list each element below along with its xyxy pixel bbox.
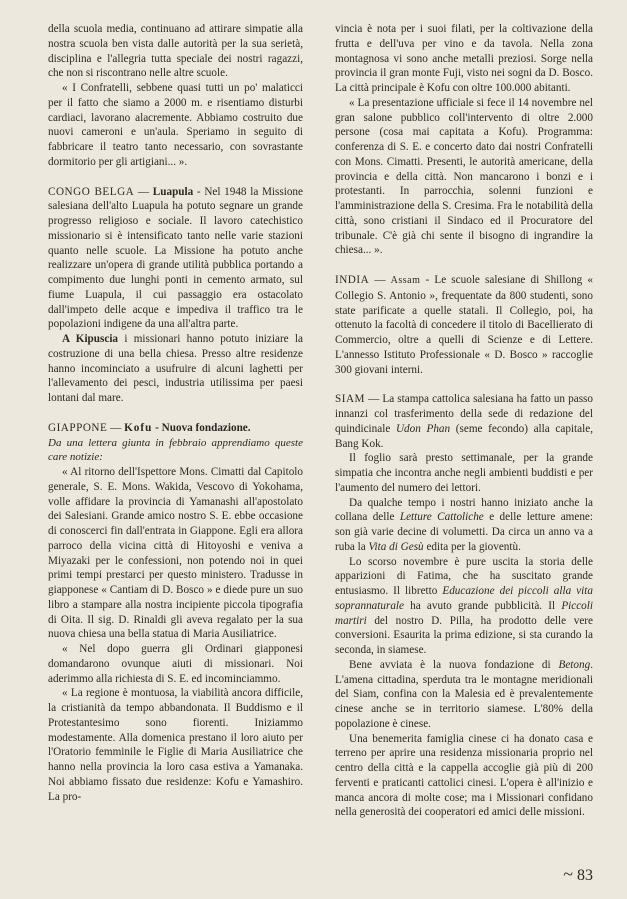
section-heading-japan: GIAPPONE: [48, 421, 108, 434]
book-title: Educazione dei piccoli alla vita soprannaturale: [335, 585, 593, 612]
paragraph: Una benemerita famiglia cinese ci ha donato casa e terreno per aprire una residenza missionaria proprio nel centro della città e la cappella accoglie già più di 200 ferventi e praticanti cattolici cinesi. L'opera è all'inizio e manca ancora di molte cose; ma i Missionari confidano nella generosità dei cooperatori ed amici delle missioni.: [335, 732, 593, 819]
japan-heading: GIAPPONE — Kofu - Nuova fondazione.: [48, 421, 251, 434]
periodical-title: Udon Phan: [395, 422, 451, 435]
page-number: ~ 83: [563, 864, 593, 884]
paragraph: Da qualche tempo i nostri hanno iniziato anche la collana delle Letture Cattoliche e delle letture amene: son già varie decine di volumetti. Da circa un anno va a ruba la Vita di Gesù edita per la gioventù.: [335, 496, 593, 553]
paragraph: « La presentazione ufficiale si fece il 14 novembre nel gran salone pubblico coll'intervento di oltre 2.000 persone (cosa mai capitata a Kofu). Programma: conferenza di S. E. e concerto dato dai nostri Confratelli con Mons. Cimatti. Presenti, le autorità americane, della provincia e della città. Non mancarono i bonzi e i protestanti. In parrocchia, solenni funzioni e l'amministrazione della S. Cresima. Fra le notabilità della città, sono cristiani il Sindaco ed il Procuratore del tribunale. C'è già chi sente il bisogno di ingrandire la chiesa... ».: [335, 96, 593, 257]
intro-note: Da una lettera giunta in febbraio apprendiamo queste care notizie:: [48, 436, 303, 464]
paragraph: « La regione è montuosa, la viabilità ancora difficile, la cristianità da tempo abbandonata. Il Buddismo e il Protestantesimo sono fiorenti. Iniziammo modestamente. Alla domenica prestano il loro aiuto per l'Oratorio femminile le Figlie di Maria Ausiliatrice che hanno nella provincia la loro casa estiva a Yamanaka. Noi abbiamo fissato due residenze: Kofu e Yamashiro. La pro-: [48, 687, 303, 803]
left-column: [48, 22, 303, 804]
paragraph: Il foglio sarà presto settimanale, per la grande simpatia che incontra anche negli ambienti buddisti e per l'aumento del numero dei lettori.: [335, 452, 593, 494]
siam-section: SIAM — La stampa cattolica salesiana ha fatto un passo innanzi col trasferimento della sede di redazione del quindicinale Udon Phan (seme fecondo) alla capitale, Bang Kok.: [335, 393, 593, 450]
place-name: Assam: [390, 275, 421, 286]
paragraph: A Kipuscia i missionari hanno potuto iniziare la costruzione di una bella chiesa. Presso altre residenze hanno incominciato a usufruire di alcuni laghetti per l'allevamento dei pesci, industria utilissima per paesi lontani dal mare.: [48, 333, 303, 404]
tilde-ornament: ~: [563, 864, 573, 884]
right-column: [335, 22, 593, 820]
place-name: A Kipuscia: [62, 333, 119, 345]
section-heading-congo: CONGO BELGA: [48, 185, 135, 198]
book-title: Piccoli martiri: [335, 599, 593, 627]
congo-section: CONGO BELGA — Luapula - Nel 1948 la Missione salesiana dell'alto Luapula ha potuto segnare un grande progresso religioso e sociale. Il lavoro catechistico missionario si è intensificato tanto nelle varie stazioni quanto nelle scuole. La Missione ha potuto anche realizzare un'opera di grande utilità pubblica portando a compimento due lunghi ponti in cemento armato, sul fiume Luapula, il cui passaggio era ostacolato dall'impeto delle acque e impediva il traffico tra le popolazioni indigene da una all'altra parte.: [48, 185, 303, 331]
paragraph: vincia è nota per i suoi filati, per la coltivazione della frutta e dell'uva per vino e da tavola. Nella zona montagnosa vi sono anche metalli preziosi. Sorge nella provincia il gran monte Fuji, visto nei sogni da D. Bosco. La città principale è Kofu con oltre 100.000 abitanti.: [335, 23, 593, 94]
book-title: Letture Cattoliche: [399, 511, 484, 524]
paragraph: « I Confratelli, sebbene quasi tutti un po' malaticci per il fatto che siamo a 2000 m. e risentiamo disturbi cardiaci, lavorano alacremente. Abbiamo costruito due nuovi cameroni e un'aula. Speriamo in seguito di fabbricare il teatro tanto necessario, con sovrastante dormitorio per gli artigiani... ».: [48, 82, 303, 168]
paragraph: « Al ritorno dell'Ispettore Mons. Cimatti dal Capitolo generale, S. E. Mons. Wakida, Vescovo di Yokohama, volle affidare la provincia di Yamanashi all'apostolato dei Salesiani. Grande amico nostro S. E. ebbe occasione di conoscerci fin dall'entrata in Giappone. Egli era allora parroco della vicina città di Hitoyoshi e veniva a Miyazaki per le confessioni, non potendo noi in quei primi tempi prestarci per questo ministero. Tradusse in giapponese « Cantiam di D. Bosco » e diede pure un suo libro a stampare alla nostra incipiente piccola tipografia di Oita. Il sig. D. Rinaldi gli aveva regalato per la sua nuova chiesa una bella statua di Maria Ausiliatrice.: [48, 466, 303, 641]
section-heading-india: INDIA: [335, 274, 370, 286]
paragraph: della scuola media, continuano ad attirare simpatie alla nostra scuola ben vista dalle autorità per la sua serietà, disciplina e l'allegria tutta speciale dei nostri ragazzi, che non si riscontrano nelle altre scuole.: [48, 23, 303, 80]
india-section: INDIA — Assam - Le scuole salesiane di Shillong « Collegio S. Antonio », frequentate da 800 studenti, sono state parificate a quelle statali. Il Collegio, poi, ha ottenuto la facoltà di concedere il titolo di Bacellierato di Commercio, oltre a quelli di Scienze e di Lettere. L'annesso Istituto Professionale « D. Bosco » raccoglie 300 giovani interni.: [335, 274, 594, 376]
place-name: Kofu: [124, 421, 153, 434]
paragraph: Lo scorso novembre è pure uscita la storia delle apparizioni di Fatima, che ha suscitato grande entusiasmo. Il libretto Educazione dei piccoli alla vita soprannaturale ha avuto grande pubblicità. Il Piccoli martiri del nostro D. Pilla, ha prodotto delle vere conversioni. Esaurita la prima edizione, si sta curando la seconda, in siamese.: [335, 555, 593, 656]
section-heading-siam: SIAM: [335, 393, 365, 406]
place-name: Betong: [558, 658, 591, 671]
place-name: Luapula: [152, 185, 194, 198]
section-subheading: - Nuova fondazione.: [152, 421, 251, 434]
book-title: Vita di Gesù: [368, 540, 424, 553]
paragraph: Bene avviata è la nuova fondazione di Betong. L'amena cittadina, sperduta tra le montagne meridionali del Siam, confina con la Malesia ed è prevalentemente cinese anche se in territorio siamese. L'80% della popolazione è cinese.: [335, 658, 593, 730]
paragraph: « Nel dopo guerra gli Ordinari giapponesi domandarono ovunque aiuti di missionari. Noi aderimmo alla richiesta di S. E. ed incominciammo.: [48, 643, 303, 685]
